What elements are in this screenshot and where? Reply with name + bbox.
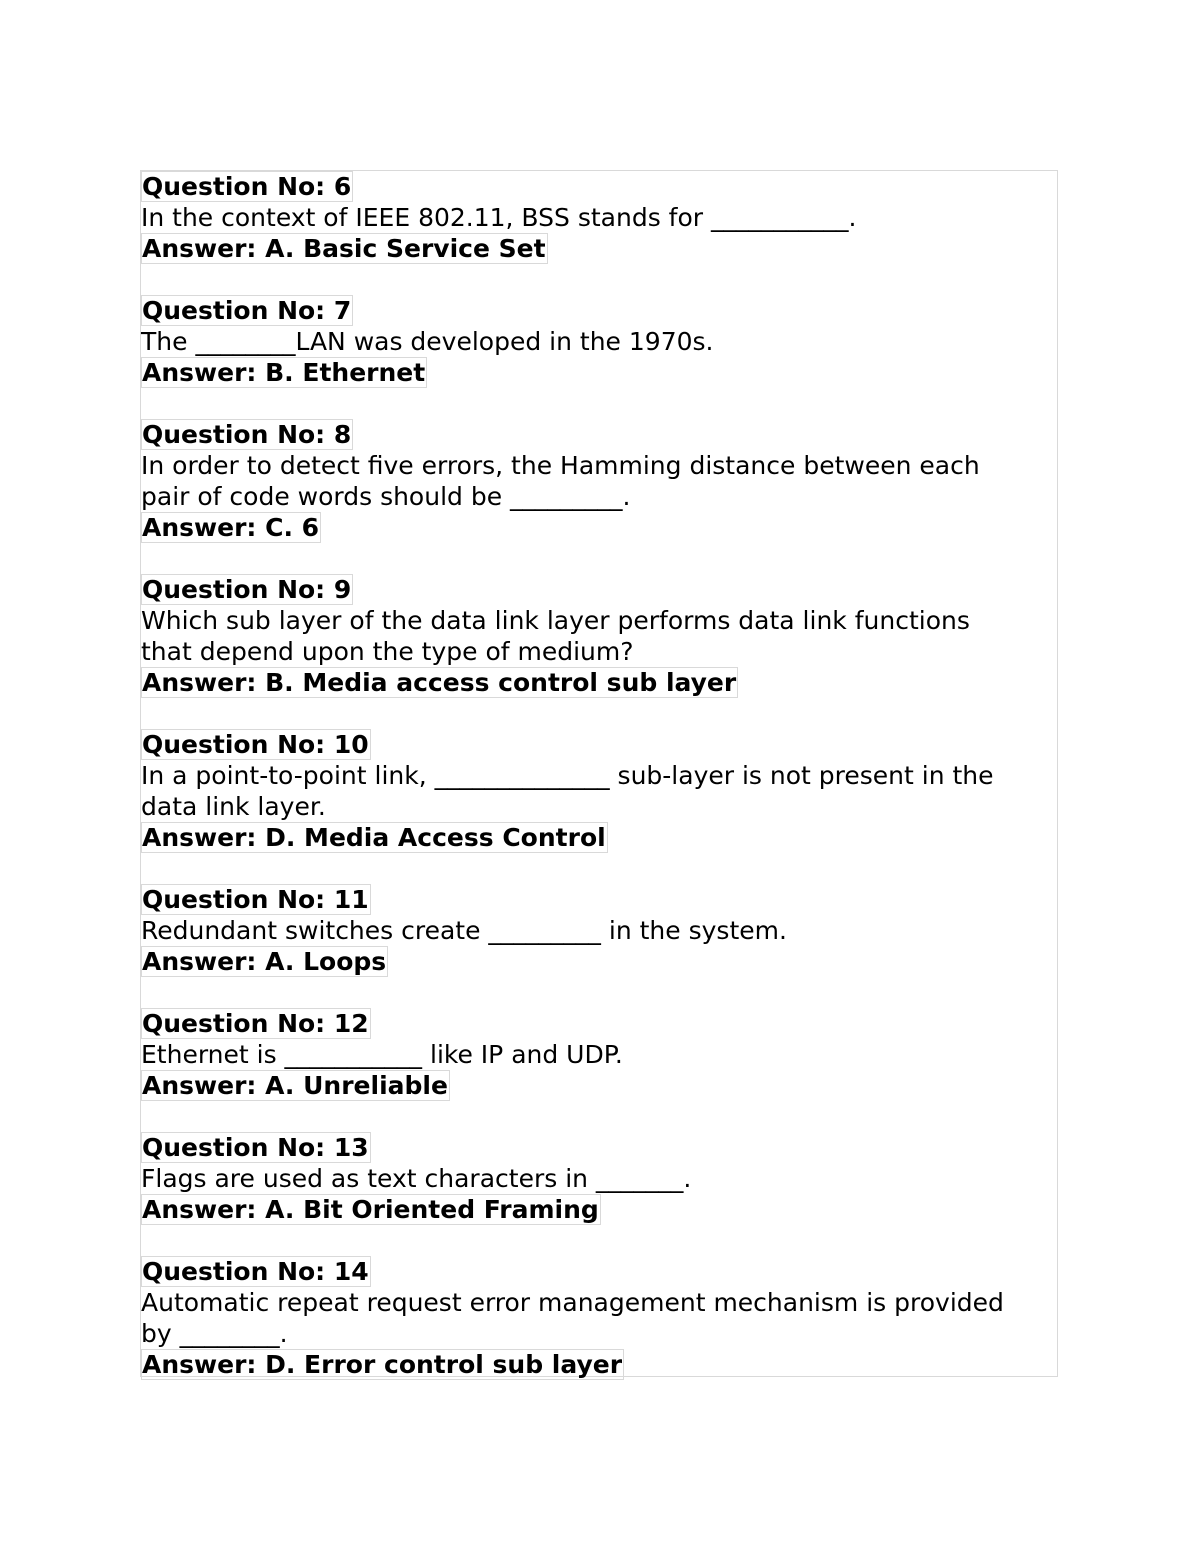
- question-text: that depend upon the type of medium?: [141, 637, 634, 666]
- question-text: Ethernet is ___________ like IP and UDP.: [141, 1040, 623, 1069]
- question-label-line: [141, 1132, 1061, 1163]
- question-block: [141, 1132, 1061, 1225]
- answer-line: [141, 667, 1061, 698]
- question-block: [141, 574, 1061, 698]
- answer-text: Answer: D. Media Access Control: [142, 823, 606, 852]
- question-block: [141, 1008, 1061, 1101]
- question-text: In the context of IEEE 802.11, BSS stands for ___________.: [141, 203, 857, 232]
- question-label: Question No: 7: [142, 296, 352, 325]
- question-text: by ________.: [141, 1319, 288, 1348]
- answer-text: Answer: B. Media access control sub layer: [142, 668, 737, 697]
- answer-line: [141, 946, 1061, 977]
- question-label-line: [141, 171, 1061, 202]
- question-label-line: [141, 1256, 1061, 1287]
- question-list: [141, 171, 1061, 1380]
- answer-line: [141, 1349, 1061, 1380]
- question-label-line: [141, 419, 1061, 450]
- question-block: [141, 884, 1061, 977]
- question-label-line: [141, 574, 1061, 605]
- answer-text: Answer: B. Ethernet: [142, 358, 426, 387]
- question-block: [141, 419, 1061, 543]
- question-block: [141, 171, 1061, 264]
- answer-line: [141, 357, 1061, 388]
- question-text: pair of code words should be _________.: [141, 482, 631, 511]
- question-label-line: [141, 295, 1061, 326]
- answer-line: [141, 822, 1061, 853]
- question-text: data link layer.: [141, 792, 326, 821]
- question-block: [141, 295, 1061, 388]
- question-text: Which sub layer of the data link layer performs data link functions: [141, 606, 970, 635]
- question-label: Question No: 13: [142, 1133, 369, 1162]
- answer-text: Answer: C. 6: [142, 513, 320, 542]
- question-label: Question No: 10: [142, 730, 369, 759]
- question-text: The ________LAN was developed in the 1970s.: [141, 327, 714, 356]
- question-label: Question No: 12: [142, 1009, 369, 1038]
- question-label: Question No: 9: [142, 575, 352, 604]
- answer-text: Answer: A. Basic Service Set: [142, 234, 546, 263]
- question-label-line: [141, 884, 1061, 915]
- question-text: Redundant switches create _________ in the system.: [141, 916, 787, 945]
- answer-text: Answer: A. Unreliable: [142, 1071, 448, 1100]
- question-label: Question No: 14: [142, 1257, 369, 1286]
- question-label: Question No: 6: [142, 172, 352, 201]
- answer-line: [141, 1194, 1061, 1225]
- question-block: [141, 1256, 1061, 1380]
- question-label-line: [141, 729, 1061, 760]
- answer-line: [141, 512, 1061, 543]
- question-label-line: [141, 1008, 1061, 1039]
- question-label: Question No: 8: [142, 420, 352, 449]
- answer-text: Answer: D. Error control sub layer: [142, 1350, 623, 1379]
- answer-line: [141, 1070, 1061, 1101]
- question-text: In a point-to-point link, ______________ sub-layer is not present in the: [141, 761, 994, 790]
- question-text: Automatic repeat request error management mechanism is provided: [141, 1288, 1004, 1317]
- answer-text: Answer: A. Bit Oriented Framing: [142, 1195, 599, 1224]
- question-label: Question No: 11: [142, 885, 369, 914]
- question-text: Flags are used as text characters in _______.: [141, 1164, 692, 1193]
- answer-line: [141, 233, 1061, 264]
- question-block: [141, 729, 1061, 853]
- question-text: In order to detect five errors, the Hamming distance between each: [141, 451, 980, 480]
- answer-text: Answer: A. Loops: [142, 947, 387, 976]
